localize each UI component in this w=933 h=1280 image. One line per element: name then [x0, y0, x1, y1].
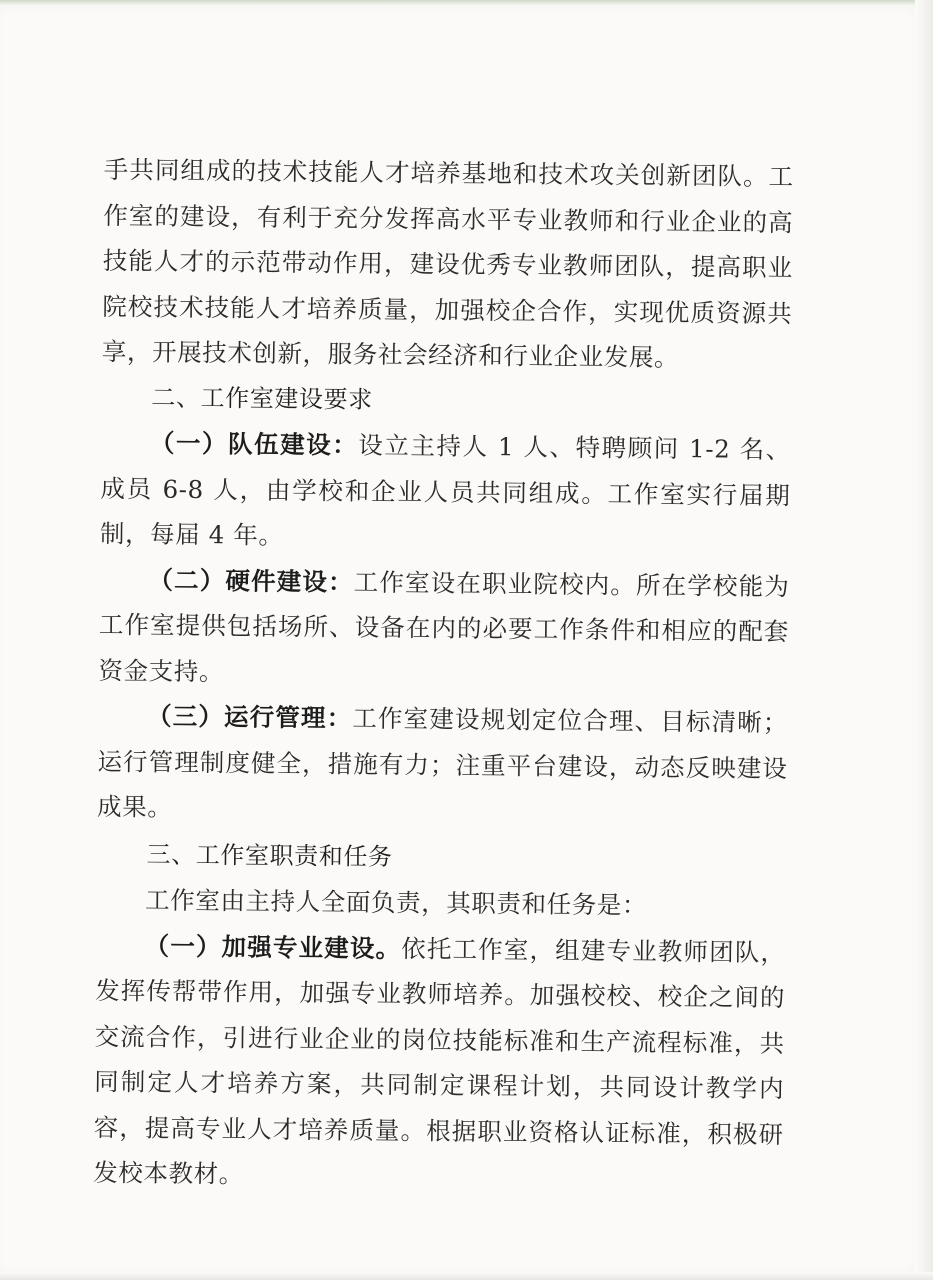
paragraph-duties-intro: 工作室由主持人全面负责，其职责和任务是：: [144, 885, 648, 920]
paragraph-hardware-building: [98, 556, 789, 700]
label-professional-building: （一）加强专业建设。: [144, 930, 402, 963]
text-professional-building: 依托工作室，组建专业教师团队，发挥传帮带作用，加强专业教师培养。加强校校、校企之间的交流合作，引进行业企业的岗位技能标准和生产流程标准，共同制定人才培养方案，共同制定课程计划，共同设计教学内容，提高专业人才培养质量。根据职业资格认证标准，积极研发校本教材。: [93, 933, 786, 1189]
paragraph-professional-building: [93, 922, 786, 1202]
page-right-edge: [915, 0, 933, 1280]
label-operation-management: （三）运行管理：: [146, 701, 353, 733]
paragraph-operation-management: [97, 693, 788, 837]
page-bottom-edge: [0, 1272, 933, 1280]
document-body: [93, 147, 794, 1203]
page-top-edge: [0, 0, 933, 6]
label-team-building: （一）队伍建设：: [149, 428, 359, 460]
label-hardware-building: （二）硬件建设：: [148, 564, 354, 597]
paragraph-intro-continuation: 手共同组成的技术技能人才培养基地和技术攻关创新团队。工作室的建设，有利于充分发挥高水平专业教师和行业企业的高技能人才的示范带动作用，建设优秀专业教师团队，提高职业院校技术技能人才培养质量，加强校企合作，实现优质资源共享，开展技术创新，服务社会经济和行业企业发展。: [101, 154, 794, 373]
section-heading-duties: 三、工作室职责和任务: [146, 839, 393, 871]
text-hardware-building: 工作室设在职业院校内。所在学校能为工作室提供包括场所、设备在内的必要工作条件和相应的配套资金支持。: [98, 567, 790, 686]
paragraph-team-building: [100, 420, 791, 564]
text-operation-management: 工作室建设规划定位合理、目标清晰；运行管理制度健全，措施有力；注重平台建设，动态反映建设成果。: [96, 703, 789, 822]
text-team-building: 设立主持人 1 人、特聘顾问 1-2 名、成员 6-8 人，由学校和企业人员共同组成。工作室实行届期制，每届 4 年。: [99, 430, 792, 550]
section-heading-requirements: 二、工作室建设要求: [151, 383, 373, 414]
